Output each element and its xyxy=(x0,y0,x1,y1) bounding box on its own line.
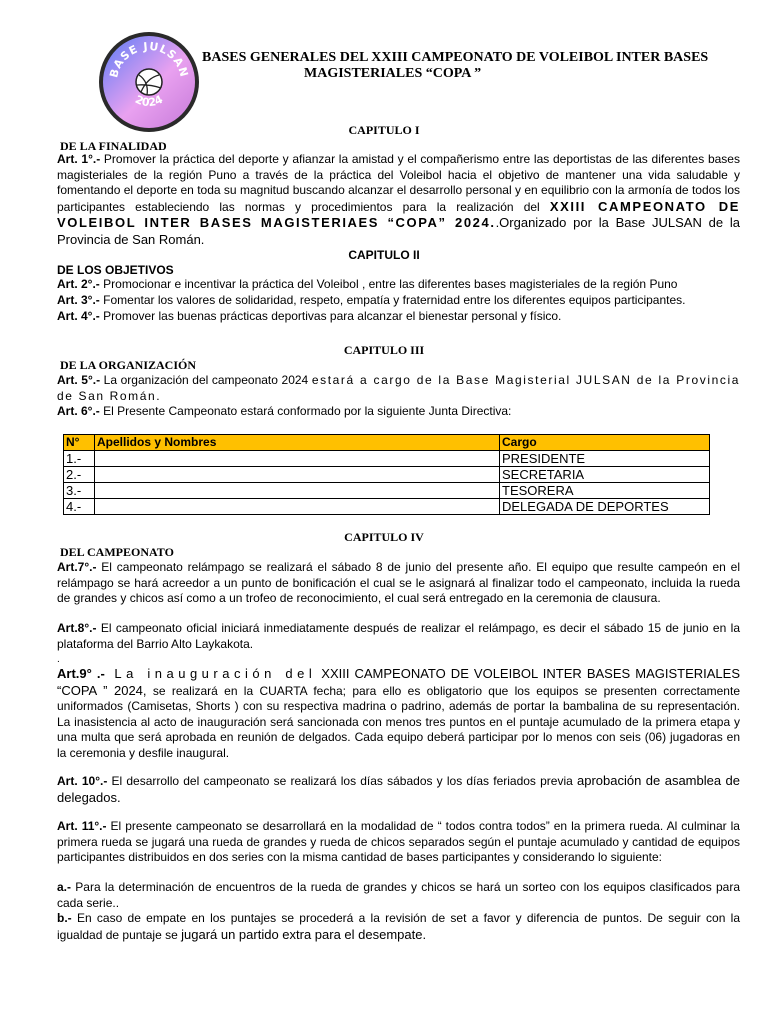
article-9-title: XXIII CAMPEONATO DE VOLEIBOL INTER BASES MAGISTERIALES “COPA ” 2024, xyxy=(57,666,740,698)
article-3 xyxy=(57,293,740,309)
item-b-end: jugará un partido extra para el desempate. xyxy=(181,926,427,942)
table-header-row xyxy=(64,435,710,451)
article-10-end: aprobación de asamblea de delegados. xyxy=(57,773,740,805)
row-name xyxy=(95,499,500,515)
table-row xyxy=(64,467,710,483)
article-3-label: Art. 3°.- xyxy=(57,293,100,307)
row-name xyxy=(95,451,500,467)
article-5-text-a: La organización del campeonato 2024 xyxy=(100,373,312,387)
base-julsan-logo xyxy=(97,30,201,134)
item-a-label: a.- xyxy=(57,880,72,894)
article-5-text-b: estará a cargo de la Base Magisterial JULSAN de la Provincia de San Román. xyxy=(57,373,741,403)
chapter-4-section: DEL CAMPEONATO xyxy=(60,545,174,559)
article-7-label: Art.7°.- xyxy=(57,560,97,574)
volleyball-icon xyxy=(136,69,162,95)
row-cargo: TESORERA xyxy=(500,483,710,499)
table-row xyxy=(64,499,710,515)
row-number: 4.- xyxy=(64,499,95,515)
article-8-label: Art.8°.- xyxy=(57,621,97,635)
chapter-2-section: DE LOS OBJETIVOS xyxy=(57,263,174,277)
row-name xyxy=(95,483,500,499)
article-9-text: se realizará en la CUARTA fecha; para ello es obligatorio que los equipos se presenten correctamente uniformados (Camisetas, Shorts ) con su respectiva madrina o padrino, además de portar la bambalina de su representación. La inasistencia al acto de inauguración será sancionada con menos tres puntos en el puntaje acumulado de la primera etapa y una multa que será aprobada en reunión de delgados. Cada equipo deberá participar por lo menos con seis (06) jugadoras en la ceremonia y desfile inaugural. xyxy=(57,683,740,760)
row-cargo: SECRETARIA xyxy=(500,467,710,483)
row-cargo: DELEGADA DE DEPORTES xyxy=(500,499,710,515)
article-8-text: El campeonato oficial iniciará inmediatamente después de realizar el relámpago, es decir el sábado 15 de junio en la plataforma del Barrio Alto Laykakota. xyxy=(57,621,740,651)
chapter-2-heading: CAPITULO II xyxy=(348,248,420,262)
article-11 xyxy=(57,819,740,866)
header-number: N° xyxy=(64,435,95,451)
row-number: 2.- xyxy=(64,467,95,483)
article-8 xyxy=(57,621,740,652)
chapter-3-heading: CAPITULO III xyxy=(343,343,425,357)
logo-bottom-text: 2024 xyxy=(133,92,165,110)
item-a xyxy=(57,880,740,911)
article-2-label: Art. 2°.- xyxy=(57,277,100,291)
article-4 xyxy=(57,309,740,325)
document-title xyxy=(202,50,742,82)
row-name xyxy=(95,467,500,483)
article-5-label: Art. 5°.- xyxy=(57,373,101,387)
article-5 xyxy=(57,373,740,404)
article-9-spaced: La inauguración del xyxy=(104,666,317,681)
article-7-text: El campeonato relámpago se realizará el sábado 8 de junio del presente año. El equipo que resulte campeón en el relámpago se hará acreedor a un punto de bonificación el cual se le asignará al finalizar todo el campeonato, incluida la rueda de grandes y chicos así como a un trofeo de reconocimiento, el cual será entregado en la ceremonia de clausura. xyxy=(57,560,740,605)
article-9 xyxy=(57,666,740,761)
article-9-label: Art.9° .- xyxy=(57,666,105,681)
article-11-text: El presente campeonato se desarrollará en la modalidad de “ todos contra todos” en la primera rueda. Al culminar la primera rueda se jugará una rueda de grandes y rueda de chicos separados según el puntaje acumulado y cantidad de equipos participantes distribuidos en dos series con la misma cantidad de bases participantes y considerando lo siguiente: xyxy=(57,819,740,864)
article-2 xyxy=(57,277,740,293)
row-number: 3.- xyxy=(64,483,95,499)
stray-dot: . xyxy=(57,654,60,665)
article-10-text: El desarrollo del campeonato se realizará los días sábados y los días feriados previa xyxy=(107,774,577,788)
item-b-label: b.- xyxy=(57,911,72,925)
article-1-end: .Organizado por la Base JULSAN de la Provincia de San Román. xyxy=(57,215,740,247)
article-10-label: Art. 10°.- xyxy=(57,774,108,788)
chapter-4-heading: CAPITULO IV xyxy=(344,530,424,544)
article-4-text: Promover las buenas prácticas deportivas para alcanzar el bienestar personal y físico. xyxy=(99,309,562,323)
article-1-text: Promover la práctica del deporte y afianzar la amistad y el compañerismo entre las deportistas de las diferentes bases magisteriales de la región Puno a través de la práctica del Voleibol hacia el objetivo de mantener una vida saludable y fomentando el deporte en toda su magnitud buscando alcanzar el desarrollo personal y en equilibrio con la armonía de todos los participantes estableciendo las normas y procedimientos para la realización del xyxy=(57,152,740,214)
table-row xyxy=(64,451,710,467)
item-b-text: En caso de empate en los puntajes se procederá a la revisión de set a favor y diferencia de puntos. De seguir con la igualdad de puntaje se xyxy=(57,911,740,942)
row-number: 1.- xyxy=(64,451,95,467)
article-6-label: Art. 6°.- xyxy=(57,404,100,418)
row-cargo: PRESIDENTE xyxy=(500,451,710,467)
chapter-3-section: DE LA ORGANIZACIÓN xyxy=(60,358,197,372)
article-1-label: Art. 1°.- xyxy=(57,152,101,166)
junta-directiva-table xyxy=(63,434,710,515)
chapter-1-heading: CAPITULO I xyxy=(348,123,420,137)
header-names: Apellidos y Nombres xyxy=(95,435,500,451)
chapter-1-section: DE LA FINALIDAD xyxy=(60,139,167,153)
item-a-text: Para la determinación de encuentros de la rueda de grandes y chicos se hará un sorteo con los equipos clasificados para cada serie.. xyxy=(57,880,740,910)
article-10 xyxy=(57,773,740,806)
article-6-text: El Presente Campeonato estará conformado por la siguiente Junta Directiva: xyxy=(99,404,512,418)
item-b xyxy=(57,911,740,943)
title-line-2: MAGISTERIALES “COPA ” xyxy=(304,66,482,81)
table-row xyxy=(64,483,710,499)
article-7 xyxy=(57,560,740,607)
article-3-text: Fomentar los valores de solidaridad, respeto, empatía y fraternidad entre los diferentes equipos participantes. xyxy=(99,293,686,307)
logo-top-text: BASE JULSAN xyxy=(107,39,191,80)
title-line-1: BASES GENERALES DEL XXIII CAMPEONATO DE VOLEIBOL INTER BASES xyxy=(202,50,709,65)
article-6 xyxy=(57,404,740,420)
article-4-label: Art. 4°.- xyxy=(57,309,100,323)
header-cargo: Cargo xyxy=(500,435,710,451)
article-11-label: Art. 11°.- xyxy=(57,819,107,833)
article-2-text: Promocionar e incentivar la práctica del Voleibol , entre las diferentes bases magisteriales de la región Puno xyxy=(99,277,678,291)
article-1-bold: XXIII CAMPEONATO DE VOLEIBOL INTER BASES MAGISTERIAES “COPA” 2024. xyxy=(57,198,740,230)
article-1 xyxy=(57,152,740,248)
